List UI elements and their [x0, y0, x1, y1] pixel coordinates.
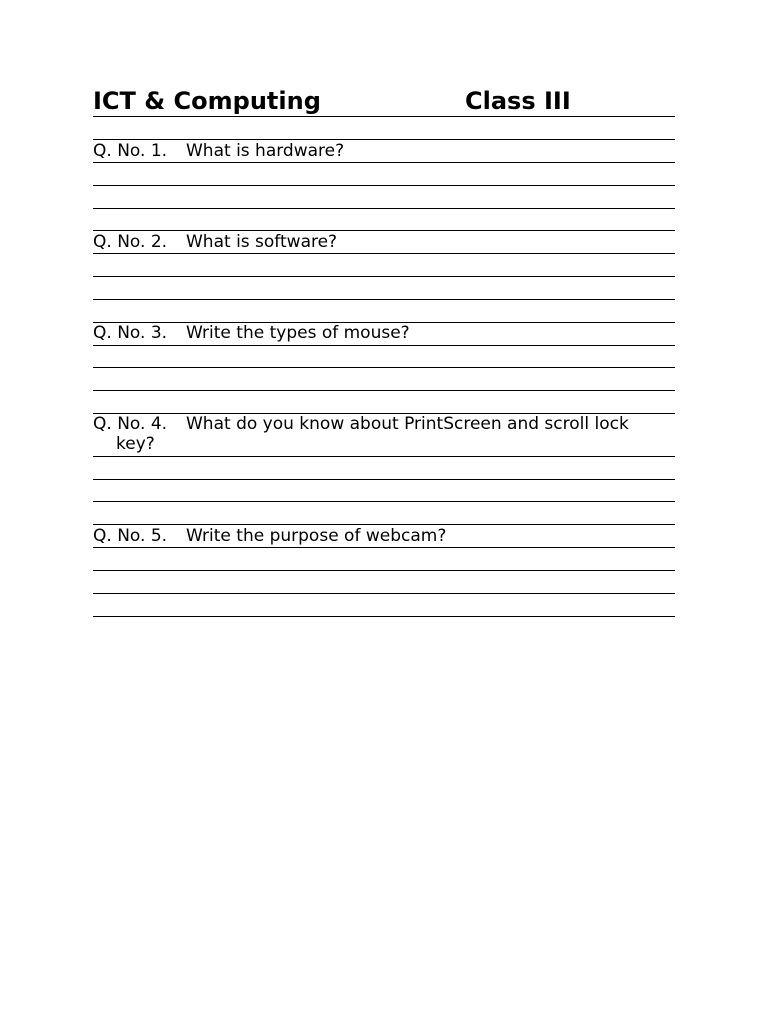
answer-line	[93, 185, 675, 186]
answer-line	[93, 479, 675, 480]
answer-line	[93, 501, 675, 502]
question-text: Write the types of mouse?	[186, 323, 410, 343]
header-underline	[93, 116, 675, 117]
answer-line	[93, 367, 675, 368]
question-text-continued: key?	[116, 434, 155, 454]
answer-line	[93, 524, 675, 525]
answer-line	[93, 276, 675, 277]
answer-line	[93, 593, 675, 594]
question-number: Q. No. 3.	[93, 323, 168, 343]
worksheet-header	[93, 86, 675, 117]
answer-line	[93, 208, 675, 209]
question-text: What is software?	[186, 232, 338, 252]
question-number: Q. No. 4.	[93, 414, 168, 434]
subject-title: ICT & Computing	[93, 87, 321, 115]
question-number: Q. No. 5.	[93, 526, 168, 546]
question-2	[93, 232, 675, 252]
question-3	[93, 323, 675, 343]
class-label: Class III	[465, 87, 571, 115]
question-number: Q. No. 2.	[93, 232, 168, 252]
question-1	[93, 141, 675, 161]
answer-line	[93, 547, 675, 548]
question-4	[93, 414, 675, 454]
question-text: Write the purpose of webcam?	[186, 526, 447, 546]
answer-line	[93, 456, 675, 457]
answer-line	[93, 162, 675, 163]
answer-line	[93, 253, 675, 254]
answer-line	[93, 345, 675, 346]
question-5	[93, 526, 675, 546]
question-text: What is hardware?	[186, 141, 345, 161]
answer-line	[93, 230, 675, 231]
answer-line	[93, 139, 675, 140]
answer-line	[93, 299, 675, 300]
question-number: Q. No. 1.	[93, 141, 168, 161]
answer-line	[93, 570, 675, 571]
answer-line	[93, 390, 675, 391]
answer-line	[93, 616, 675, 617]
question-text: What do you know about PrintScreen and scroll lock	[186, 414, 629, 434]
